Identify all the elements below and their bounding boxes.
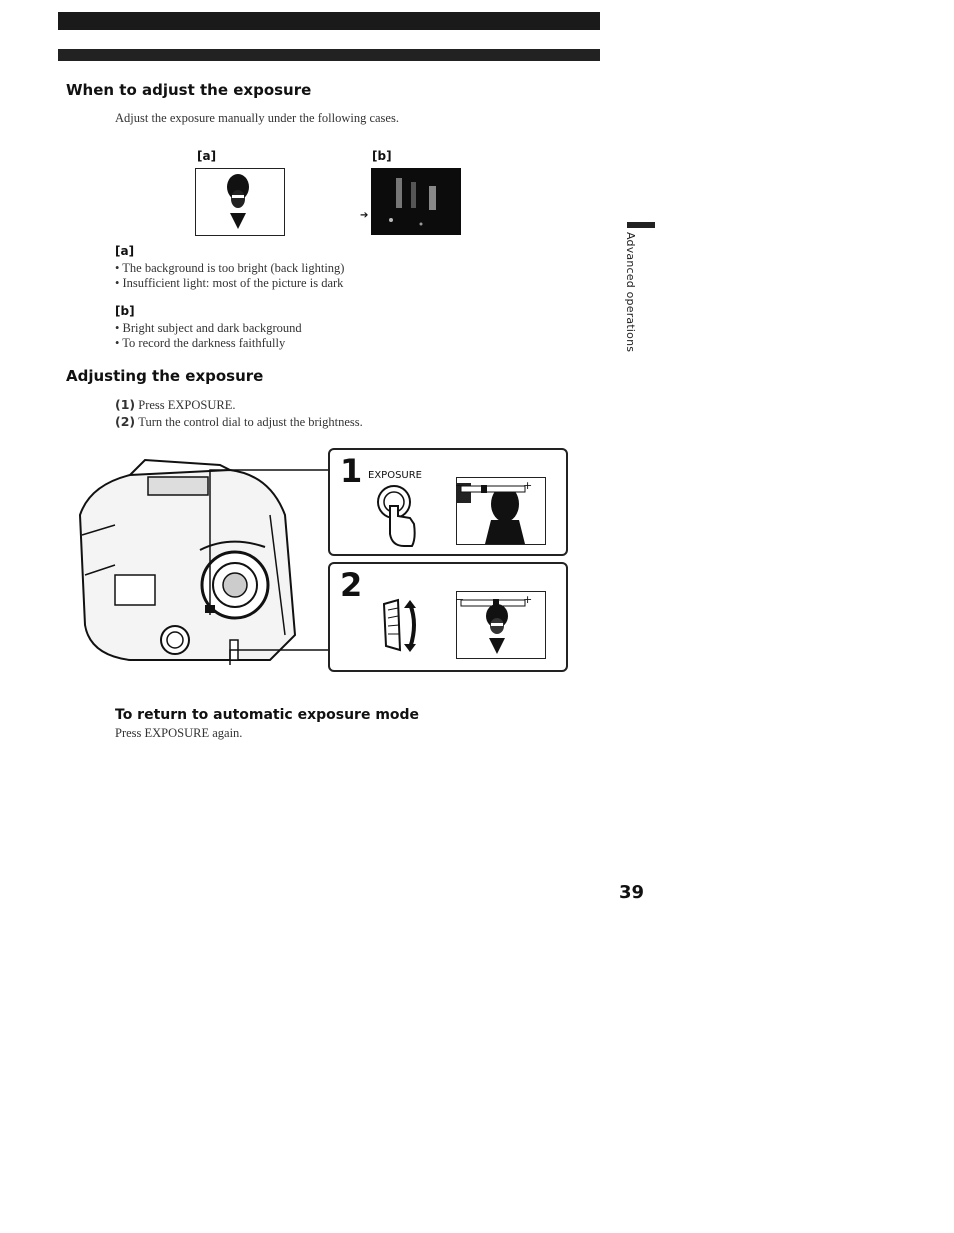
case-a-label: [a] [115, 244, 135, 258]
step-1 [115, 397, 236, 413]
step-2 [115, 414, 363, 430]
case-b-bullet-1: • Bright subject and dark background [115, 321, 302, 335]
step-2-panel [328, 562, 568, 672]
case-a-bullet-1: • The background is too bright (back lighting) [115, 261, 345, 275]
header-band-top [58, 12, 600, 30]
panel-2-plus-sign: + [523, 593, 533, 606]
backlit-face-icon [196, 169, 284, 235]
connector-lines [200, 465, 335, 675]
figure-b-dark-image [371, 168, 461, 235]
panel-2-viewfinder [456, 591, 546, 659]
panel-1-minus-sign: − [455, 479, 465, 492]
control-dial-icon [378, 594, 424, 656]
step-1-number: (1) [115, 397, 136, 412]
figure-label-a: [a] [197, 149, 217, 163]
figure-label-b: [b] [372, 149, 392, 163]
step-1-panel [328, 448, 568, 556]
sidebar-label: Advanced operations [624, 232, 637, 353]
step-2-number: (2) [115, 414, 136, 429]
panel-2-minus-sign: − [455, 593, 465, 606]
section-heading-return-auto: To return to automatic exposure mode [115, 707, 420, 723]
return-auto-text: Press EXPOSURE again. [115, 726, 243, 740]
panel-2-number: 2 [340, 566, 363, 604]
case-a-bullet-2: • Insufficient light: most of the picture is dark [115, 276, 344, 290]
sidebar-mark [627, 222, 655, 228]
page-number: 39 [619, 882, 645, 903]
panel-1-number: 1 [340, 452, 363, 490]
section-heading-when-to-adjust: When to adjust the exposure [66, 81, 312, 99]
figure-a-backlit-image [195, 168, 285, 236]
exposure-button-label: EXPOSURE [368, 470, 423, 481]
case-b-bullet-2: • To record the darkness faithfully [115, 336, 286, 350]
panel-1-plus-sign: + [523, 479, 533, 492]
header-band-bottom [58, 49, 600, 61]
section-heading-adjusting: Adjusting the exposure [66, 367, 264, 385]
intro-text: Adjust the exposure manually under the following cases. [115, 111, 399, 125]
step-1-text: Press EXPOSURE. [138, 398, 236, 412]
step-2-text: Turn the control dial to adjust the brightness. [138, 415, 363, 429]
small-arrow-icon: ➔ [360, 210, 369, 221]
case-b-label: [b] [115, 304, 135, 318]
panel-1-viewfinder [456, 477, 546, 545]
press-button-hand-icon [374, 484, 420, 550]
night-scene-icon [371, 168, 461, 235]
